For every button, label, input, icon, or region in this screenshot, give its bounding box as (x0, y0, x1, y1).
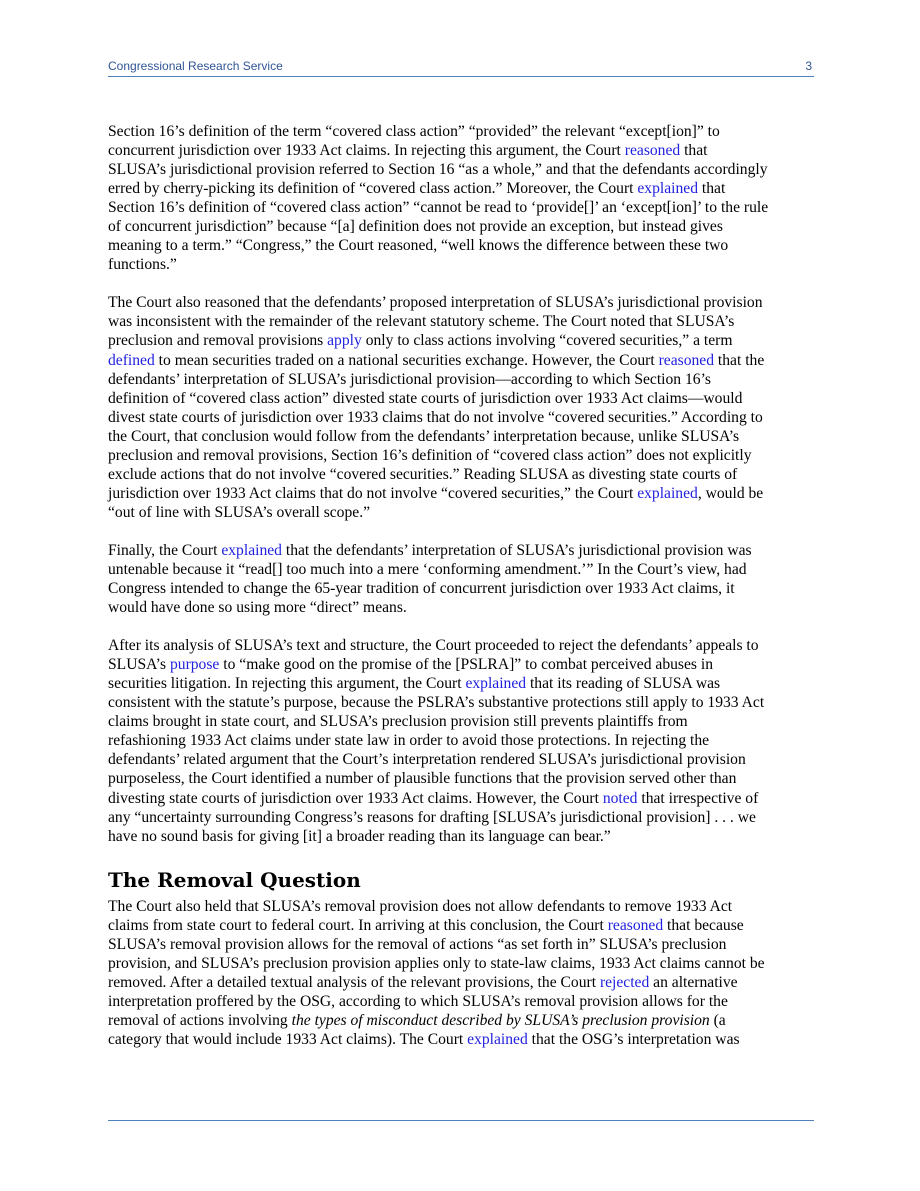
text-line (108, 255, 814, 274)
text-line (108, 160, 814, 179)
text-line (108, 973, 814, 992)
text-segment: consistent with the statute’s purpose, because the PSLRA’s substantive protections still apply to 1933 Act (108, 694, 765, 712)
text-line (108, 141, 814, 160)
citation-link[interactable]: explained (221, 541, 282, 559)
text-segment: divest state courts of jurisdiction over 1933 claims that do not involve “covered securities.” According to (108, 408, 763, 426)
text-line (108, 484, 814, 503)
text-segment: was inconsistent with the remainder of the relevant statutory scheme. The Court noted that SLUSA’s (108, 313, 735, 331)
text-segment: purposeless, the Court identified a number of plausible functions that the provision served other than (108, 770, 737, 788)
text-segment: any “uncertainty surrounding Congress’s reasons for drafting [SLUSA’s jurisdictional provision] . . . we (108, 808, 756, 826)
body-paragraph (108, 293, 814, 522)
text-segment: “out of line with SLUSA’s overall scope.” (108, 503, 371, 521)
text-line (108, 954, 814, 973)
text-line (108, 236, 814, 255)
text-segment: The Court also reasoned that the defendants’ proposed interpretation of SLUSA’s jurisdictional provision (108, 294, 763, 312)
text-segment: SLUSA’s jurisdictional provision referred to Section 16 “as a whole,” and that the defendants accordingly (108, 161, 768, 179)
text-line (108, 541, 814, 560)
paragraph-container (108, 122, 814, 846)
citation-link[interactable]: reasoned (607, 916, 664, 934)
text-line (108, 465, 814, 484)
text-segment: Congress intended to change the 65-year tradition of concurrent jurisdiction over 1933 Act claims, it (108, 580, 735, 598)
text-line (108, 827, 814, 846)
text-segment: interpretation proffered by the OSG, according to which SLUSA’s removal provision allows for the (108, 992, 728, 1010)
text-line (108, 179, 814, 198)
text-line (108, 992, 814, 1011)
text-line (108, 331, 814, 350)
text-segment: exclude actions that do not involve “covered securities.” Reading SLUSA as divesting state courts of (108, 465, 738, 483)
text-line (108, 769, 814, 788)
text-segment: preclusion and removal provisions, Section 16’s definition of “covered class action” does not explicitly (108, 446, 752, 464)
text-line (108, 370, 814, 389)
body-paragraph (108, 636, 814, 846)
text-segment: that the defendants’ interpretation of SLUSA’s jurisdictional provision was (281, 541, 752, 559)
text-line (108, 750, 814, 769)
section-paragraph (108, 897, 814, 1049)
text-segment: erred by cherry-picking its definition of “covered class action.” Moreover, the Court (108, 180, 638, 198)
section-body (108, 897, 814, 1049)
text-segment: that (698, 180, 726, 198)
text-segment: to mean securities traded on a national securities exchange. However, the Court (154, 351, 659, 369)
page-header (108, 56, 814, 77)
text-segment: refashioning 1933 Act claims under state law in order to avoid those protections. In rejecting the (108, 732, 710, 750)
citation-link[interactable]: reasoned (658, 351, 715, 369)
text-segment: SLUSA’s removal provision allows for the removal of actions “as set forth in” SLUSA’s preclusion (108, 935, 727, 953)
text-line (108, 389, 814, 408)
text-segment: removed. After a detailed textual analysis of the relevant provisions, the Court (108, 973, 600, 991)
text-line (108, 560, 814, 579)
text-segment: , would be (697, 484, 764, 502)
text-segment: SLUSA’s (108, 656, 170, 674)
text-line (108, 1030, 814, 1049)
body-paragraph (108, 122, 814, 274)
text-segment: an alternative (649, 973, 738, 991)
citation-link[interactable]: defined (108, 351, 155, 369)
text-segment: only to class actions involving “covered securities,” a term (361, 332, 733, 350)
text-segment: defendants’ related argument that the Court’s interpretation rendered SLUSA’s jurisdictional provision (108, 751, 746, 769)
text-line (108, 503, 814, 522)
citation-link[interactable]: reasoned (624, 142, 681, 160)
text-line (108, 636, 814, 655)
text-segment: Section 16’s definition of “covered class action” “cannot be read to ‘provide[]’ an ‘except[ion]’ to the rule (108, 199, 769, 217)
text-segment: that irrespective of (637, 789, 759, 807)
section-heading: The Removal Question (108, 867, 361, 892)
text-segment: securities litigation. In rejecting this argument, the Court (108, 675, 466, 693)
text-line (108, 693, 814, 712)
text-segment: that (680, 142, 708, 160)
text-line (108, 408, 814, 427)
text-segment: Finally, the Court (108, 541, 222, 559)
text-line (108, 1011, 814, 1030)
text-line (108, 293, 814, 312)
text-segment: claims from state court to federal court. In arriving at this conclusion, the Court (108, 916, 608, 934)
citation-link[interactable]: rejected (599, 973, 650, 991)
text-segment: defendants’ interpretation of SLUSA’s jurisdictional provision—according to which Section 16’s (108, 370, 711, 388)
text-line (108, 916, 814, 935)
header-page-number: 3 (805, 59, 812, 73)
text-segment: the Court, that conclusion would follow from the defendants’ interpretation because, unlike SLUSA’s (108, 427, 740, 445)
text-line (108, 312, 814, 331)
text-line (108, 935, 814, 954)
text-line (108, 427, 814, 446)
text-segment: jurisdiction over 1933 Act claims that do not involve “covered securities,” the Court (108, 484, 638, 502)
citation-link[interactable]: noted (602, 789, 638, 807)
text-segment: that the OSG’s interpretation was (527, 1030, 740, 1048)
text-line (108, 579, 814, 598)
text-segment: (a (709, 1011, 726, 1029)
text-segment: category that would include 1933 Act claims). The Court (108, 1030, 468, 1048)
text-segment: claims brought in state court, and SLUSA’s preclusion provision still prevents plaintiffs from (108, 713, 688, 731)
text-segment: that because (663, 916, 744, 934)
text-segment: have no sound basis for giving [it] a broader reading than its language can bear.” (108, 827, 611, 845)
text-segment: of concurrent jurisdiction” because “[a] definition does not provide an exception, but instead gives (108, 218, 723, 236)
body-paragraph (108, 541, 814, 617)
text-segment: untenable because it “read[] too much into a mere ‘conforming amendment.’” In the Court’s view, had (108, 560, 747, 578)
text-line (108, 351, 814, 370)
text-segment: provision, and SLUSA’s preclusion provision applies only to state-law claims, 1933 Act claims cannot be (108, 954, 765, 972)
text-segment: that its reading of SLUSA was (526, 675, 721, 693)
text-segment: After its analysis of SLUSA’s text and structure, the Court proceeded to reject the defendants’ appeals to (108, 637, 759, 655)
italic-text: the types of misconduct described by SLUSA’s preclusion provision (291, 1011, 710, 1029)
text-line (108, 712, 814, 731)
citation-link[interactable]: explained (637, 484, 698, 502)
text-line (108, 446, 814, 465)
citation-link[interactable]: apply (327, 332, 362, 350)
text-segment: to “make good on the promise of the [PSLRA]” to combat perceived abuses in (219, 656, 714, 674)
text-segment: definition of “covered class action” divested state courts of jurisdiction over 1933 Act claims—would (108, 389, 743, 407)
footer-rule (108, 1120, 814, 1121)
text-line (108, 674, 814, 693)
text-segment: Section 16’s definition of the term “covered class action” “provided” the relevant “except[ion]” to (108, 123, 720, 140)
text-segment: concurrent jurisdiction over 1933 Act claims. In rejecting this argument, the Court (108, 142, 625, 160)
text-segment: removal of actions involving (108, 1011, 292, 1029)
text-segment: The Court also held that SLUSA’s removal provision does not allow defendants to remove 1933 Act (108, 897, 733, 915)
text-segment: divesting state courts of jurisdiction over 1933 Act claims. However, the Court (108, 789, 603, 807)
text-segment: preclusion and removal provisions (108, 332, 328, 350)
text-line (108, 731, 814, 750)
text-segment: would have done so using more “direct” means. (108, 599, 407, 617)
text-line (108, 217, 814, 236)
text-line (108, 808, 814, 827)
text-line (108, 655, 814, 674)
text-line (108, 598, 814, 617)
text-segment: that the (714, 351, 765, 369)
text-line (108, 789, 814, 808)
citation-link[interactable]: explained (637, 180, 698, 198)
citation-link[interactable]: explained (465, 675, 527, 693)
document-body (108, 122, 814, 1068)
citation-link[interactable]: purpose (169, 656, 220, 674)
text-line (108, 198, 814, 217)
citation-link[interactable]: explained (467, 1030, 528, 1048)
text-segment: functions.” (108, 256, 177, 274)
text-segment: meaning to a term.” “Congress,” the Court reasoned, “well knows the difference between these two (108, 237, 729, 255)
text-line (108, 122, 814, 141)
header-organization: Congressional Research Service (108, 59, 283, 73)
text-line (108, 897, 814, 916)
